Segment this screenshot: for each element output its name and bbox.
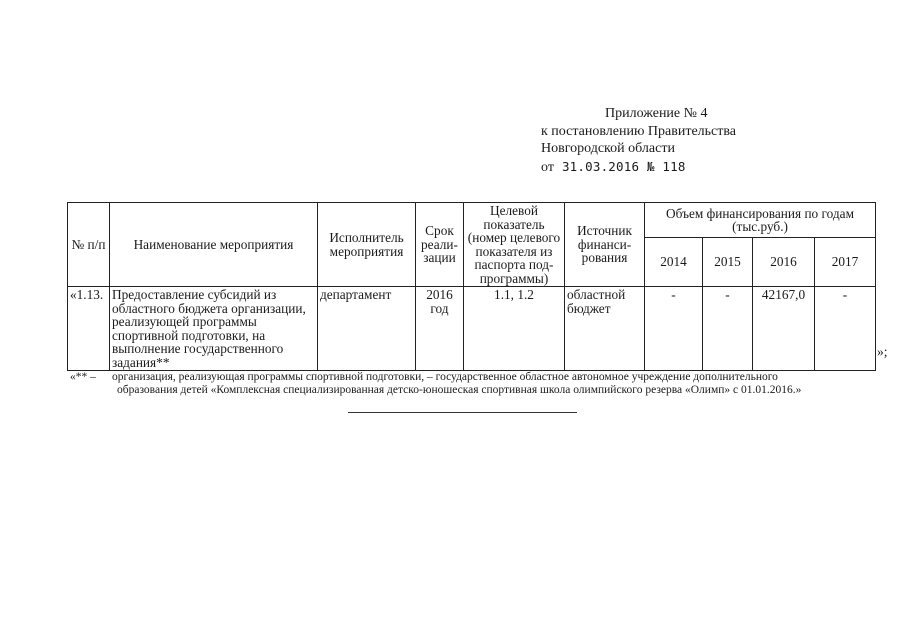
appendix-date-line: [541, 158, 736, 177]
footnote-line-2: образования детей «Комплексная специализированная детско-юношеская спортивная школа олимпийского резерва «Олимп» с 01.01.2016.»: [117, 384, 802, 396]
cell-executor: департамент: [318, 287, 416, 371]
date-prefix: от: [541, 159, 554, 175]
header-num: № п/п: [68, 203, 110, 287]
date-stamp: 31.03.2016 № 118: [561, 158, 686, 174]
activities-table: [67, 202, 876, 371]
appendix-header: [541, 105, 736, 176]
header-term: Срок реали-зации: [416, 203, 464, 287]
cell-name: Предоставление субсидий из областного бюджета организации, реализующей программы спортивной подготовки, на выполнение государственного задания**: [110, 287, 318, 371]
cell-2016: 42167,0: [753, 287, 815, 371]
cell-term: 2016 год: [416, 287, 464, 371]
footnote-line-1: организация, реализующая программы спортивной подготовки, – государственное областное автономное учреждение дополнительного: [112, 371, 778, 383]
appendix-line-2: Новгородской области: [541, 141, 675, 156]
header-funding: Объем финансирования по годам (тыс.руб.): [645, 203, 876, 238]
header-executor: Исполнитель мероприятия: [318, 203, 416, 287]
appendix-line-1: к постановлению Правительства: [541, 123, 737, 139]
footnote-first-line: [70, 371, 880, 384]
footnote-mark: «** –: [70, 371, 96, 383]
header-year-2014: 2014: [645, 238, 703, 287]
table-header-row: [68, 203, 876, 238]
header-year-2016: 2016: [753, 238, 815, 287]
header-name: Наименование мероприятия: [110, 203, 318, 287]
cell-target: 1.1, 1.2: [464, 287, 565, 371]
header-year-2017: 2017: [815, 238, 876, 287]
closing-rule: [348, 412, 577, 413]
header-year-2015: 2015: [703, 238, 753, 287]
cell-2017: -: [815, 287, 876, 371]
header-target: Целевой показатель (номер целевого показателя из паспорта под-программы): [464, 203, 565, 287]
cell-2014: -: [645, 287, 703, 371]
closing-quote: »;: [877, 344, 888, 359]
footnote: [70, 371, 880, 397]
cell-num: «1.13.: [68, 287, 110, 371]
header-source: Источник финанси-рования: [565, 203, 645, 287]
cell-2015: -: [703, 287, 753, 371]
cell-source: областной бюджет: [565, 287, 645, 371]
appendix-title: Приложение № 4: [605, 106, 708, 121]
table-row: [68, 287, 876, 371]
